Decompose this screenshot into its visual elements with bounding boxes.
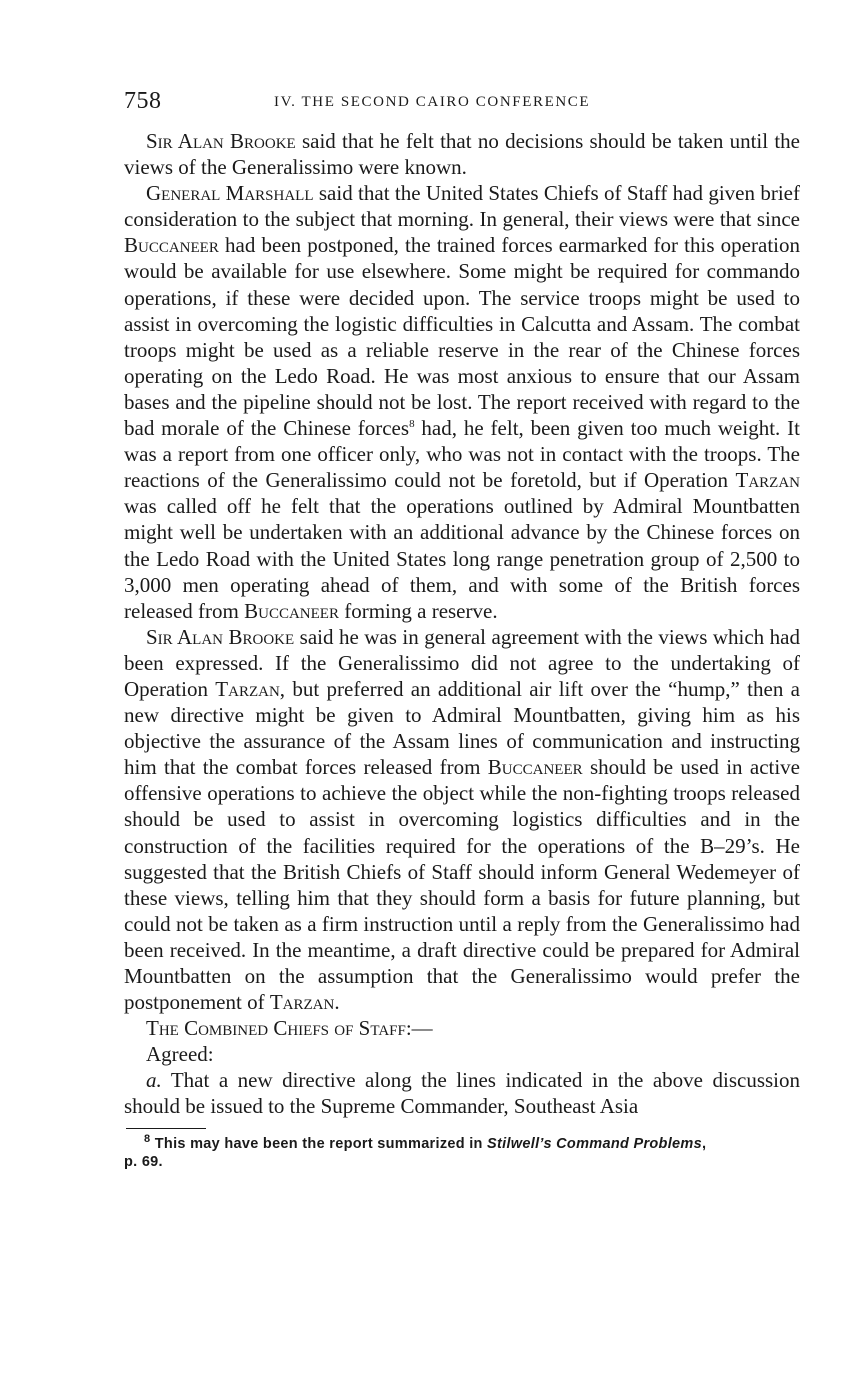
footnote-line [124, 1153, 800, 1171]
list-marker: a. [146, 1068, 162, 1093]
paragraph-text: . [334, 990, 340, 1015]
paragraph-text: Agreed: [146, 1042, 214, 1067]
body-text [124, 128, 800, 1120]
footnote-line [124, 1132, 800, 1153]
operation-name: Tarzan [735, 468, 800, 493]
footnote-title: Stilwell’s Command Problems [487, 1135, 702, 1152]
paragraph [124, 1041, 800, 1067]
operation-name: Tarzan [215, 676, 280, 701]
speaker-name: The Combined Chiefs of Staff [146, 1016, 406, 1041]
page-header [124, 88, 800, 128]
speaker-name: Sir Alan Brooke [146, 624, 295, 649]
speaker-name: Sir Alan Brooke [146, 129, 296, 153]
running-head: IV. THE SECOND CAIRO CONFERENCE [274, 94, 591, 110]
footnote-text: This may have been the report summarized in [150, 1135, 488, 1152]
paragraph-text: should be used in active offensive operations to achieve the object while the non-fighting troops released should be used to assist in overcoming logistics difficulties and in the construction of the facilities required for the operations of the B–29’s. He suggested that the British Chiefs of Staff should inform General Wedemeyer of these views, telling him that they should form a basis for future planning, but could not be taken as a firm instruction until a reply from the Generalissimo had been received. In the meantime, a draft directive could be prepared for Admiral Mountbatten on the assumption that the Generalissimo would prefer the postponement of [124, 755, 801, 1015]
paragraph [124, 624, 800, 1015]
operation-name: Buccaneer [244, 598, 339, 623]
footnote-text: p. 69. [124, 1153, 163, 1170]
paragraph-text: forming a reserve. [338, 598, 498, 623]
paragraph-text: was called off he felt that the operations outlined by Admiral Mountbatten might well be undertaken with an additional advance by the Chinese forces on the Ledo Road with the United States long range penetration group of 2,500 to 3,000 men operating ahead of them, and with some of the British forces released from [124, 494, 800, 623]
paragraph [124, 1015, 800, 1041]
document-page [124, 88, 800, 1171]
operation-name: Buccaneer [487, 755, 583, 780]
paragraph-text: said that the United States Chiefs of Staff had given brief consideration to the subject that morning. In general, their views were that since [124, 181, 800, 232]
footnote-divider [126, 1128, 206, 1129]
paragraph-text: said that he felt that no decisions should be taken until the views of the Generalissimo were known. [124, 129, 800, 180]
footnote [124, 1132, 800, 1171]
footnote-marker: 8 [144, 1132, 151, 1145]
paragraph-text: :— [405, 1016, 433, 1041]
paragraph-text: had been postponed, the trained forces earmarked for this operation would be available for use elsewhere. Some might be required for commando operations, if these were decided upon. The service troops might be used to assist in overcoming the logistic difficulties in Calcutta and Assam. The combat troops might be used as a reliable reserve in the rear of the Chinese forces operating on the Ledo Road. He was most anxious to ensure that our Assam bases and the pipeline should not be lost. The report received with regard to the bad morale of the Chinese forces [124, 233, 800, 441]
speaker-name: General Marshall [146, 181, 314, 206]
paragraph-text: had, he felt, been given too much weight. It was a report from one officer only, who was not in contact with the troops. The reactions of the Generalissimo could not be foretold, but if Operation [124, 416, 800, 493]
footnote-reference: 8 [409, 418, 415, 431]
footnote-text: , [701, 1135, 707, 1152]
paragraph-text: said he was in general agreement with the views which had been expressed. If the Generalissimo did not agree to the undertaking of Operation [124, 624, 800, 701]
operation-name: Buccaneer [124, 233, 219, 258]
paragraph [124, 1067, 800, 1119]
paragraph [124, 128, 800, 180]
paragraph [124, 180, 800, 624]
operation-name: Tarzan [269, 990, 335, 1015]
paragraph-text: , but preferred an additional air lift over the “hump,” then a new directive might be given to Admiral Mountbatten, giving him as his objective the assurance of the Assam lines of communication and instructing him that the combat forces released from [124, 676, 800, 780]
page-number: 758 [124, 88, 162, 114]
paragraph-text: That a new directive along the lines indicated in the above discussion should be issued to the Supreme Commander, Southeast Asia [124, 1068, 800, 1119]
